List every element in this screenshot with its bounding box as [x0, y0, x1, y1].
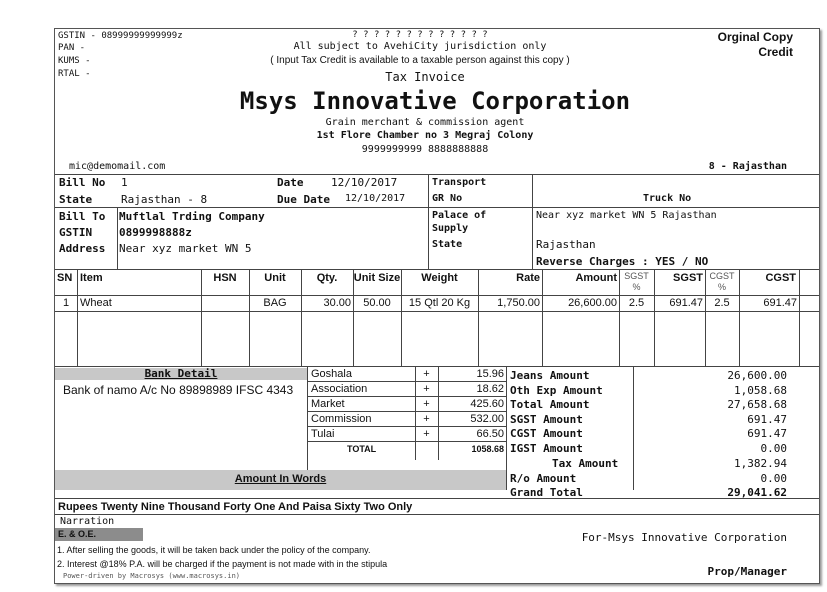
summary-label: Jeans Amount — [510, 369, 590, 382]
charge-sign: + — [423, 368, 430, 380]
place-of-supply-label: Palace of — [432, 210, 487, 221]
due-date-value: 12/10/2017 — [345, 193, 406, 204]
th-hsn: HSN — [213, 272, 237, 284]
charge-sign: + — [423, 413, 430, 425]
bill-no-value: 1 — [121, 176, 128, 189]
charges-total-label: TOTAL — [347, 444, 377, 454]
place-of-supply-label-2: Supply — [432, 223, 469, 234]
charge-label: Tulai — [311, 428, 335, 440]
summary-label: SGST Amount — [510, 413, 583, 426]
grand-total-value: 29,041.62 — [727, 486, 787, 499]
cell-sgst-pct: 2.5 — [628, 297, 645, 309]
summary-label: Tax Amount — [552, 457, 619, 470]
th-rate: Rate — [516, 272, 540, 284]
term-2: 2. Interest @18% P.A. will be charged if the payment is not made with in the stipula — [57, 559, 388, 569]
summary-label: CGST Amount — [510, 427, 583, 440]
cell-amount: 26,600.00 — [568, 297, 617, 309]
th-sgst-pct-symbol: % — [632, 282, 641, 292]
bank-detail: Bank of namo A/c No 89898989 IFSC 4343 — [63, 383, 294, 397]
jurisdiction-note: All subject to AvehiCity jurisdiction only — [293, 41, 547, 52]
gstin-label: GSTIN — [59, 226, 93, 239]
th-unit: Unit — [264, 272, 286, 284]
reverse-charges: Reverse Charges : YES / NO — [536, 255, 709, 268]
bank-title: Bank Detail — [144, 367, 218, 380]
th-item: Item — [80, 272, 103, 284]
cell-weight: 15 Qtl 20 Kg — [408, 297, 471, 309]
charge-value: 532.00 — [470, 413, 504, 425]
bill-to-value: Muftlal Trding Company — [119, 210, 265, 223]
charges-total-value: 1058.68 — [471, 444, 504, 454]
summary-value: 691.47 — [747, 427, 787, 440]
charge-sign: + — [423, 398, 430, 410]
bill-no-label: Bill No — [59, 176, 106, 189]
charge-label: Goshala — [311, 368, 352, 380]
company-tagline: Grain merchant & commission agent — [325, 117, 525, 128]
company-address: 1st Flore Chamber no 3 Megraj Colony — [316, 130, 534, 141]
supply-state-value: Rajasthan — [536, 238, 596, 251]
amount-in-words: Rupees Twenty Nine Thousand Forty One And Paisa Sixty Two Only — [58, 501, 413, 513]
narration-label: Narration — [60, 516, 115, 527]
address-label: Address — [59, 242, 106, 255]
powered-by: Power-driven by Macrosys (www.macrosys.in) — [63, 572, 241, 580]
summary-label: Oth Exp Amount — [510, 384, 603, 397]
charge-value: 18.62 — [476, 383, 504, 395]
term-1: 1. After selling the goods, it will be taken back under the policy of the company. — [57, 545, 371, 555]
party-gstin: 0899998888z — [119, 226, 192, 239]
company-phones: 9999999999 8888888888 — [361, 144, 489, 155]
company-pan: PAN - — [58, 43, 86, 53]
cell-sgst: 691.47 — [669, 297, 703, 309]
th-sgst-pct: SGST — [624, 271, 649, 281]
cell-rate: 1,750.00 — [497, 297, 540, 309]
supply-state-label: State — [432, 239, 463, 250]
th-sgst: SGST — [673, 272, 703, 284]
summary-label: Grand Total — [510, 486, 583, 499]
th-weight: Weight — [421, 272, 458, 284]
summary-value: 1,382.94 — [734, 457, 787, 470]
company-gstin: GSTIN - 08999999999999z — [58, 31, 183, 41]
summary-value: 691.47 — [747, 413, 787, 426]
itc-note: ( Input Tax Credit is available to a taxable person against this copy ) — [270, 55, 570, 66]
th-cgst-pct: CGST — [709, 271, 735, 281]
summary-value: 27,658.68 — [727, 398, 787, 411]
transport-label: Transport — [432, 177, 487, 188]
party-address: Near xyz market WN 5 — [119, 242, 252, 255]
th-sn: SN — [57, 272, 73, 284]
summary-label: IGST Amount — [510, 442, 583, 455]
cell-qty: 30.00 — [323, 297, 351, 309]
cell-sn: 1 — [62, 297, 70, 309]
summary-value: 0.00 — [760, 442, 787, 455]
company-email: mic@demomail.com — [69, 161, 166, 172]
company-rtal: RTAL - — [58, 69, 91, 79]
th-amount: Amount — [575, 272, 617, 284]
charge-value: 66.50 — [476, 428, 504, 440]
th-cgst-pct-symbol: % — [717, 282, 726, 292]
th-qty: Qty. — [316, 272, 338, 284]
summary-label: Total Amount — [510, 398, 590, 411]
charge-label: Market — [311, 398, 345, 410]
header-placeholder-text: ? ? ? ? ? ? ? ? ? ? ? ? ? — [352, 30, 488, 40]
th-unit-size: Unit Size — [353, 272, 401, 284]
state-value: Rajasthan - 8 — [121, 193, 208, 206]
charge-value: 15.96 — [476, 368, 504, 380]
cell-unit-size: 50.00 — [363, 297, 391, 309]
charge-sign: + — [423, 383, 430, 395]
cell-item: Wheat — [80, 297, 112, 309]
state-label: State — [59, 193, 93, 206]
summary-value: 0.00 — [760, 472, 787, 485]
truck-no-label: Truck No — [643, 193, 692, 204]
summary-value: 26,600.00 — [727, 369, 787, 382]
charge-label: Association — [311, 383, 368, 395]
charge-value: 425.60 — [470, 398, 504, 410]
credit-label: Credit — [758, 45, 793, 59]
bill-to-label: Bill To — [59, 210, 106, 223]
gr-no-label: GR No — [432, 193, 463, 204]
company-state-code: 8 - Rajasthan — [708, 161, 787, 172]
company-kums: KUMS - — [58, 56, 91, 66]
copy-label: Orginal Copy — [717, 30, 793, 44]
cell-unit: BAG — [263, 297, 287, 309]
cell-cgst: 691.47 — [763, 297, 797, 309]
eoe-label: E. & O.E. — [58, 529, 97, 539]
company-name: Msys Innovative Corporation — [239, 87, 631, 115]
signatory: Prop/Manager — [707, 565, 787, 578]
document-type: Tax Invoice — [385, 70, 465, 84]
invoice-sheet — [54, 28, 820, 584]
amount-words-title: Amount In Words — [234, 473, 327, 485]
for-company: For-Msys Innovative Corporation — [581, 531, 787, 544]
summary-label: R/o Amount — [510, 472, 577, 485]
date-value: 12/10/2017 — [331, 176, 398, 189]
th-cgst: CGST — [765, 272, 796, 284]
charge-label: Commission — [311, 413, 372, 425]
date-label: Date — [277, 176, 304, 189]
charge-sign: + — [423, 428, 430, 440]
summary-value: 1,058.68 — [734, 384, 787, 397]
due-date-label: Due Date — [277, 193, 330, 206]
cell-cgst-pct: 2.5 — [714, 297, 730, 309]
place-of-supply-value: Near xyz market WN 5 Rajasthan — [536, 210, 717, 221]
